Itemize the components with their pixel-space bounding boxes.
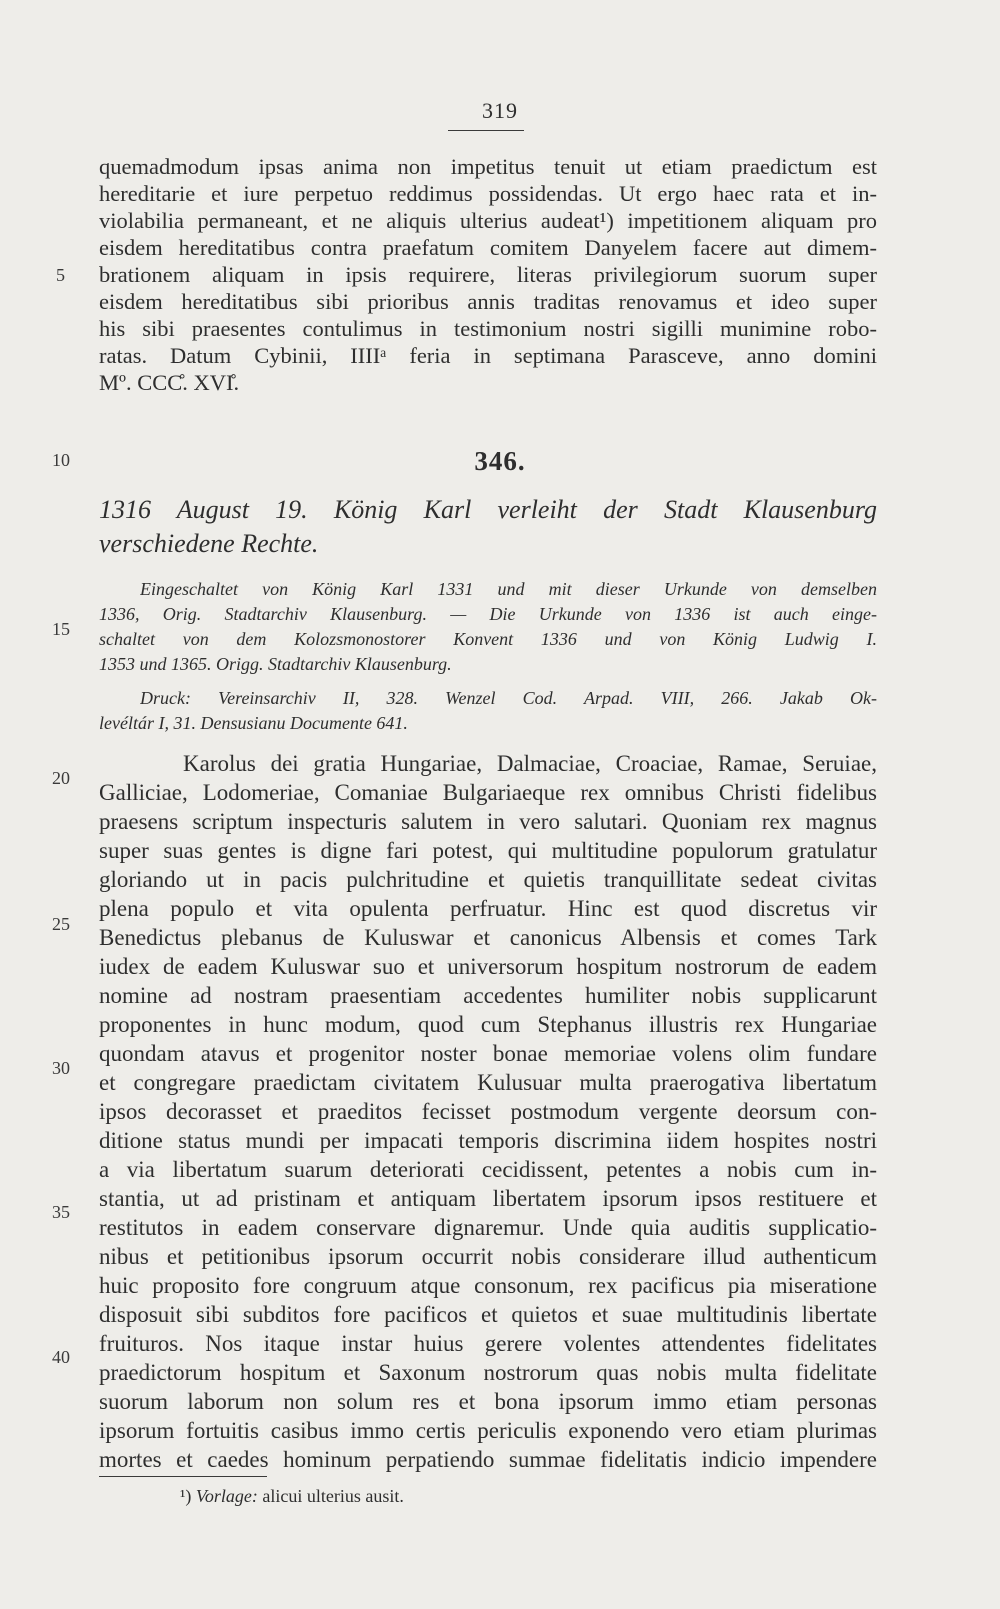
line-number: 10 bbox=[52, 450, 70, 470]
text-line: ratas. Datum Cybinii, IIIIᵃ feria in septimana Parasceve, anno domini bbox=[99, 343, 877, 368]
body-line: quondam atavus et progenitor noster bonae memoriae volens olim fundare bbox=[99, 1041, 877, 1066]
body-line: fruituros. Nos itaque instar huius gerere volentes attendentes fidelitates bbox=[99, 1331, 877, 1356]
body-line: praedictorum hospitum et Saxonum nostrorum quas nobis multa fidelitate bbox=[99, 1360, 877, 1385]
text-line: his sibi praesentes contulimus in testimonium nostri sigilli munimine robo- bbox=[99, 316, 877, 341]
line-number: 5 bbox=[56, 265, 65, 285]
text-line: eisdem hereditatibus contra praefatum comitem Danyelem facere aut dimem- bbox=[99, 235, 877, 260]
document-heading-line: 1316 August 19. König Karl verleiht der Stadt Klausenburg bbox=[99, 495, 877, 524]
line-number: 25 bbox=[52, 914, 70, 934]
body-line: suorum laborum non solum res et bona ipsorum immo etiam personas bbox=[99, 1389, 877, 1414]
footnote-marker: ¹) bbox=[180, 1486, 192, 1506]
footnote bbox=[180, 1484, 404, 1508]
body-line: Benedictus plebanus de Kuluswar et canonicus Albensis et comes Tark bbox=[99, 925, 877, 950]
line-number: 30 bbox=[52, 1058, 70, 1078]
text-line: quemadmodum ipsas anima non impetitus tenuit ut etiam praedictum est bbox=[99, 154, 877, 179]
body-line: Galliciae, Lodomeriae, Comaniae Bulgariaeque rex omnibus Christi fidelibus bbox=[99, 780, 877, 805]
body-line: gloriando ut in pacis pulchritudine et quietis tranquillitate sedeat civitas bbox=[99, 867, 877, 892]
body-line: et congregare praedictam civitatem Kulusuar multa praerogativa libertatum bbox=[99, 1070, 877, 1095]
page-number: 319 bbox=[482, 98, 518, 123]
body-line: ditione status mundi per impacati temporis discrimina iidem hospites nostri bbox=[99, 1128, 877, 1153]
body-line: ipsorum fortuitis casibus immo certis periculis exponendo vero etiam plurimas bbox=[99, 1418, 877, 1443]
body-line: restitutos in eadem conservare dignaremur. Unde quia auditis supplicatio- bbox=[99, 1215, 877, 1240]
page-number-rule bbox=[448, 130, 524, 131]
line-number: 35 bbox=[52, 1202, 70, 1222]
line-number: 15 bbox=[52, 619, 70, 639]
body-line: stantia, ut ad pristinam et antiquam libertatem ipsorum ipsos restituere et bbox=[99, 1186, 877, 1211]
footnote-label: Vorlage: bbox=[195, 1486, 258, 1506]
body-line: disposuit sibi subditos fore pacificos et quietos et suae multitudinis libertate bbox=[99, 1302, 877, 1327]
body-line: nibus et petitionibus ipsorum occurrit nobis considerare illud authenticum bbox=[99, 1244, 877, 1269]
footnote-text: alicui ulterius ausit. bbox=[262, 1486, 404, 1506]
document-heading-line: verschiedene Rechte. bbox=[99, 529, 319, 558]
line-number: 40 bbox=[52, 1347, 70, 1367]
source-note-line: 1353 und 1365. Origg. Stadtarchiv Klausenburg. bbox=[99, 654, 452, 674]
footnote-rule bbox=[99, 1476, 267, 1477]
text-line: violabilia permaneant, et ne aliquis ulterius audeat¹) impetitionem aliquam pro bbox=[99, 208, 877, 233]
body-line: huic proposito fore congruum atque consonum, rex pacificus pia miseratione bbox=[99, 1273, 877, 1298]
text-line: eisdem hereditatibus sibi prioribus annis traditas renovamus et ideo super bbox=[99, 289, 877, 314]
print-note-line: levéltár I, 31. Densusianu Documente 641. bbox=[99, 713, 408, 733]
source-note-line: schaltet von dem Kolozsmonostorer Konvent 1336 und von König Ludwig I. bbox=[99, 629, 877, 649]
source-note-line: 1336, Orig. Stadtarchiv Klausenburg. — Die Urkunde von 1336 ist auch einge- bbox=[99, 604, 877, 624]
body-line: ipsos decorasset et praeditos fecisset postmodum vergente deorsum con- bbox=[99, 1099, 877, 1124]
document-number: 346. bbox=[474, 446, 526, 476]
text-line: hereditarie et iure perpetuo reddimus possidendas. Ut ergo haec rata et in- bbox=[99, 181, 877, 206]
line-number: 20 bbox=[52, 768, 70, 788]
text-line: Mº. CCC̊. XVI̊. bbox=[99, 370, 240, 395]
body-line: nomine ad nostram praesentiam accedentes humiliter nobis supplicarunt bbox=[99, 983, 877, 1008]
body-line: Karolus dei gratia Hungariae, Dalmaciae, Croaciae, Ramae, Seruiae, bbox=[183, 751, 877, 776]
body-line: plena populo et vita opulenta perfruatur. Hinc est quod discretus vir bbox=[99, 896, 877, 921]
body-line: proponentes in hunc modum, quod cum Stephanus illustris rex Hungariae bbox=[99, 1012, 877, 1037]
text-line: brationem aliquam in ipsis requirere, literas privilegiorum suorum super bbox=[99, 262, 877, 287]
body-line: a via libertatum suarum deteriorati cecidissent, petentes a nobis cum in- bbox=[99, 1157, 877, 1182]
source-note-line: Eingeschaltet von König Karl 1331 und mit dieser Urkunde von demselben bbox=[140, 579, 877, 599]
body-line: mortes et caedes hominum perpatiendo summae fidelitatis indicio impendere bbox=[99, 1447, 877, 1472]
body-line: iudex de eadem Kuluswar suo et universorum hospitum nostrorum de eadem bbox=[99, 954, 877, 979]
body-line: praesens scriptum inspecturis salutem in vero salutari. Quoniam rex magnus bbox=[99, 809, 877, 834]
print-note-line: Druck: Vereinsarchiv II, 328. Wenzel Cod. Arpad. VIII, 266. Jakab Ok- bbox=[140, 688, 877, 708]
body-line: super suas gentes is digne fari potest, qui multitudine populorum gratulatur bbox=[99, 838, 877, 863]
